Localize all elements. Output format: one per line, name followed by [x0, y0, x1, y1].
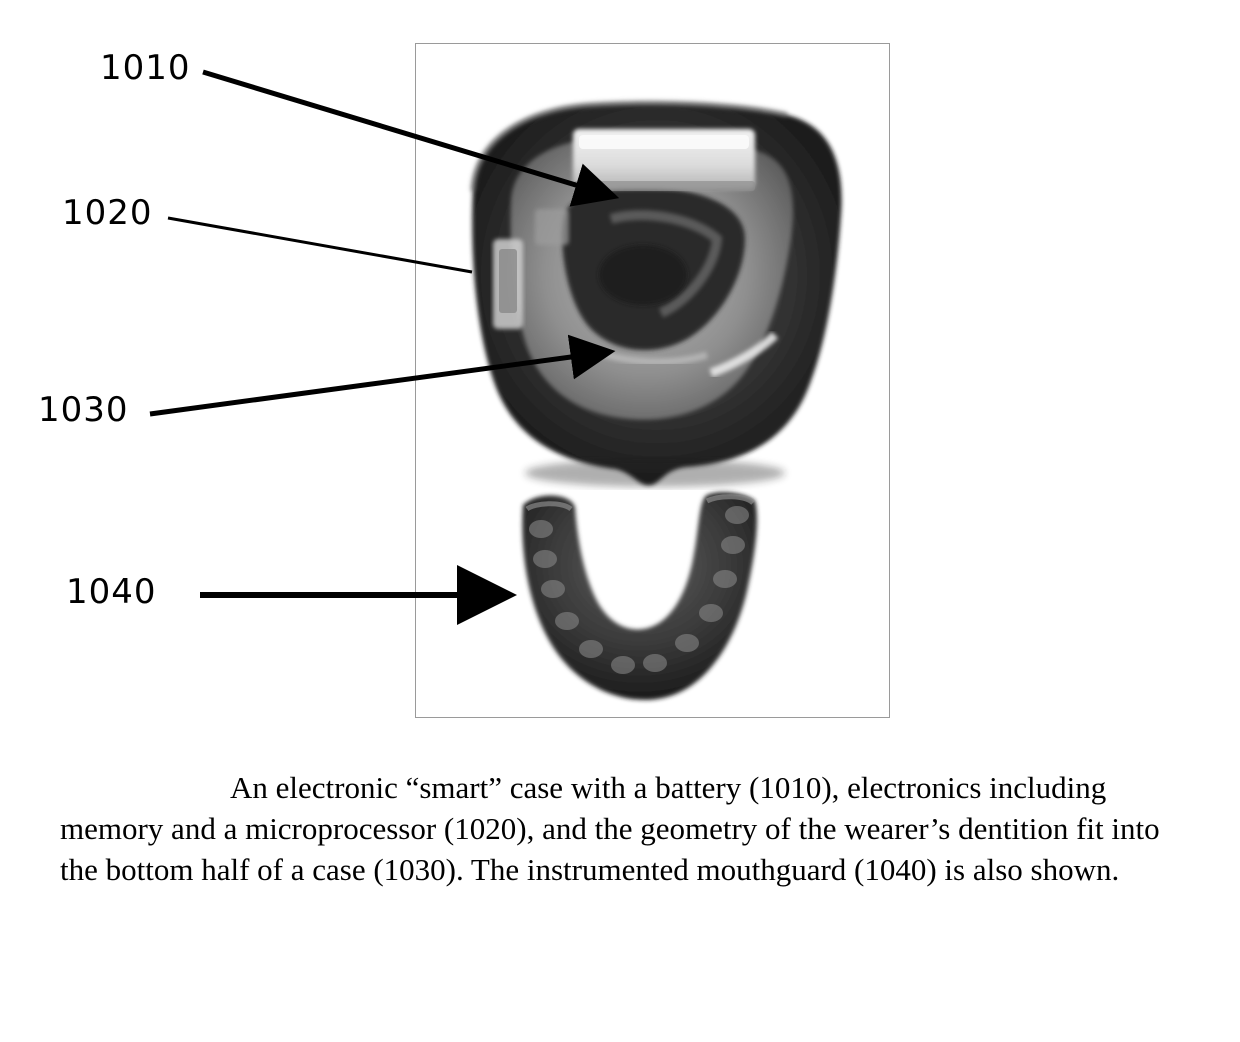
ref-label-1020: 1020: [62, 193, 153, 233]
smart-case-photo: [472, 103, 841, 487]
ref-label-1010: 1010: [100, 48, 191, 88]
instrumented-mouthguard-photo: [522, 492, 757, 700]
figure-images: [415, 43, 890, 718]
figure-caption: An electronic “smart” case with a battery (1010), electronics including memory and a microprocessor (1020), and the geometry of the wearer’s dentition fit into the bottom half of a case (1030). The instrumented mouthguard (1040) is also shown.: [60, 770, 1160, 888]
ref-label-1040: 1040: [66, 572, 157, 612]
ref-label-1030: 1030: [38, 390, 129, 430]
